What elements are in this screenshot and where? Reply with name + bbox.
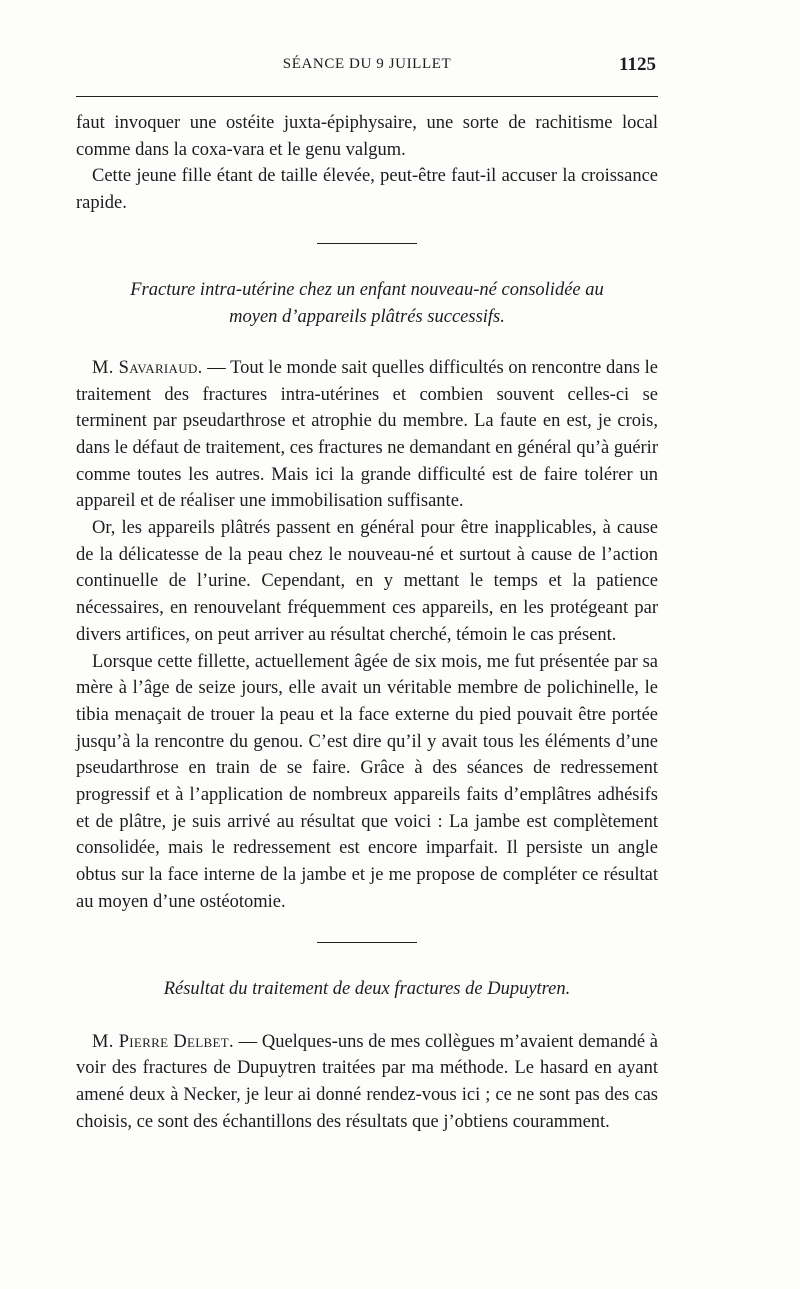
section-separator-2 — [317, 942, 417, 943]
section-title-line-1: Fracture intra-utérine chez un enfant nouveau-né consolidée au — [130, 279, 604, 300]
body-text — [76, 110, 658, 1135]
section-title-dupuytren: Résultat du traitement de deux fractures de Dupuytren. — [163, 978, 571, 999]
page-number: 1125 — [619, 54, 656, 75]
section-title-fracture — [76, 277, 658, 331]
speaker-savariaud: M. Savariaud. — [92, 357, 203, 378]
savariaud-paragraph-1 — [76, 355, 658, 515]
intro-paragraph-1: faut invoquer une ostéite juxta-épiphysaire, une sorte de rachitisme local comme dans la coxa-vara et le genu valgum. — [76, 113, 658, 160]
savariaud-text-1: — Tout le monde sait quelles difficultés on rencontre dans le traitement des fractures intra-utérines et combien souvent celles-ci se terminent par pseudarthrose et atrophie du membre. La faute en est, je crois, dans le défaut de traitement, ces fractures ne demandant en général qu’à guérir comme toutes les autres. Mais ici la grande difficulté est de faire tolérer un appareil et de réaliser une immobilisation suffisante. — [76, 357, 658, 512]
section-title-line-2: moyen d’appareils plâtrés successifs. — [229, 306, 505, 327]
delbet-text-1: — Quelques-uns de mes collègues m’avaient demandé à voir des fractures de Dupuytren traitées par ma méthode. Le hasard en ayant amené deux à Necker, je leur ai donné rendez-vous ici ; ce ne sont pas des cas choisis, ce sont des échantillons des résultats que j’obtiens couramment. — [76, 1031, 659, 1132]
section-separator-1 — [317, 243, 417, 244]
speaker-delbet: M. Pierre Delbet. — [92, 1031, 234, 1052]
savariaud-paragraph-3: Lorsque cette fillette, actuellement âgée de six mois, me fut présentée par sa mère à l’âge de seize jours, elle avait un véritable membre de polichinelle, le tibia menaçait de trouer la peau et la face externe du pied pouvait être portée jusqu’à la rencontre du genou. C’est dire qu’il y avait tous les éléments d’une pseudarthrose en train de se faire. Grâce à des séances de redressement progressif et à l’application de nombreux appareils faits d’emplâtres adhésifs et de plâtre, je suis arrivé au résultat que voici : La jambe est complètement consolidée, mais le redressement est encore imparfait. Il persiste un angle obtus sur la face interne de la jambe et je me propose de compléter ce résultat au moyen d’une ostéotomie. — [76, 651, 658, 912]
intro-paragraph-2: Cette jeune fille étant de taille élevée, peut-être faut-il accuser la croissance rapide. — [76, 166, 658, 214]
running-title: SÉANCE DU 9 JUILLET — [282, 56, 452, 72]
savariaud-paragraph-2: Or, les appareils plâtrés passent en général pour être inapplicables, à cause de la délicatesse de la peau chez le nouveau-né et surtout à cause de l’action continuelle de l’urine. Cependant, en y mettant le temps et la patience nécessaires, en renouvelant fréquemment ces appareils, en les protégeant par divers artifices, on peut arriver au résultat cherché, témoin le cas présent. — [76, 518, 658, 645]
header-rule — [76, 96, 658, 97]
running-header — [76, 56, 658, 84]
delbet-paragraph-1 — [76, 1029, 658, 1136]
